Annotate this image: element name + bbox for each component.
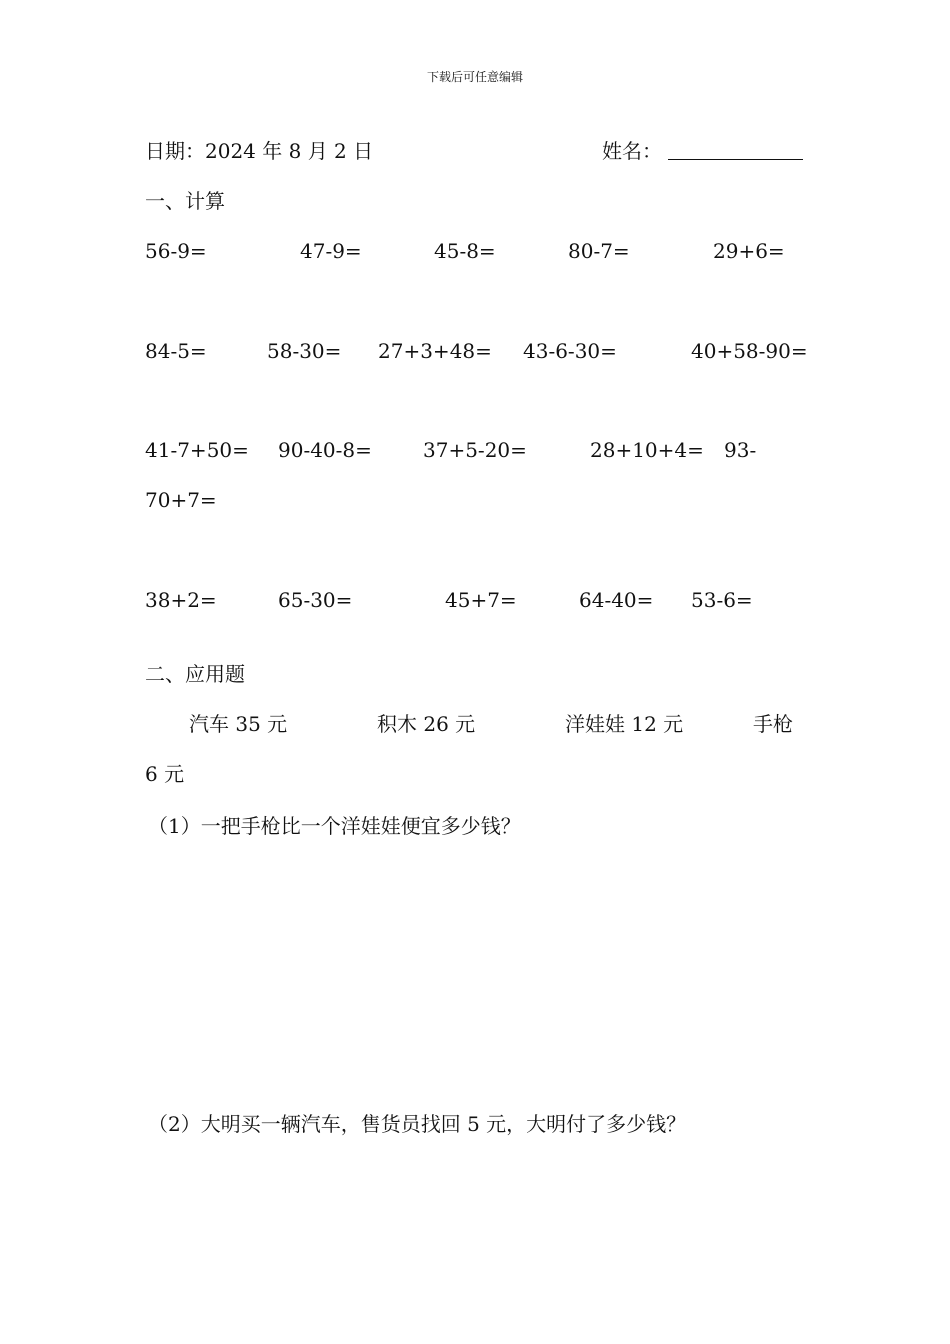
calc-problem: 56-9=: [145, 239, 207, 263]
calc-problem: 40+58-90=: [691, 339, 808, 363]
calc-problem: 47-9=: [300, 239, 362, 263]
name-blank-line: [668, 159, 803, 160]
price-item: 积木 26 元: [377, 712, 476, 736]
calc-problem: 80-7=: [568, 239, 630, 263]
calc-problem: 43-6-30=: [523, 339, 617, 363]
name-label: 姓名：: [602, 139, 662, 163]
calc-problem: 37+5-20=: [423, 438, 527, 462]
calc-problem-wrap: 70+7=: [145, 488, 217, 512]
page-header-note: 下载后可任意编辑: [426, 70, 523, 84]
calc-problem: 45+7=: [445, 588, 517, 612]
calc-problem: 53-6=: [691, 588, 753, 612]
calc-problem: 27+3+48=: [378, 339, 492, 363]
calc-problem: 45-8=: [434, 239, 496, 263]
calc-problem: 38+2=: [145, 588, 217, 612]
calc-problem: 84-5=: [145, 339, 207, 363]
calc-problem: 64-40=: [579, 588, 654, 612]
price-item-wrap: 6 元: [145, 762, 185, 786]
word-problem-1: （1）一把手枪比一个洋娃娃便宜多少钱？: [148, 814, 521, 838]
price-item: 手枪: [753, 712, 793, 736]
word-problem-2: （2）大明买一辆汽车，售货员找回 5 元，大明付了多少钱？: [148, 1112, 687, 1136]
calc-problem: 41-7+50=: [145, 438, 249, 462]
calc-problem: 65-30=: [278, 588, 353, 612]
date-label: 日期：2024 年 8 月 2 日: [145, 139, 374, 163]
calc-problem: 58-30=: [267, 339, 342, 363]
price-item: 洋娃娃 12 元: [565, 712, 684, 736]
price-item: 汽车 35 元: [189, 712, 288, 736]
section-word-problems-title: 二、应用题: [145, 662, 245, 686]
section-calculation-title: 一、计算: [145, 189, 225, 213]
calc-problem: 90-40-8=: [278, 438, 372, 462]
calc-problem: 28+10+4=: [590, 438, 704, 462]
calc-problem: 29+6=: [713, 239, 785, 263]
calc-problem: 93-: [724, 438, 757, 462]
